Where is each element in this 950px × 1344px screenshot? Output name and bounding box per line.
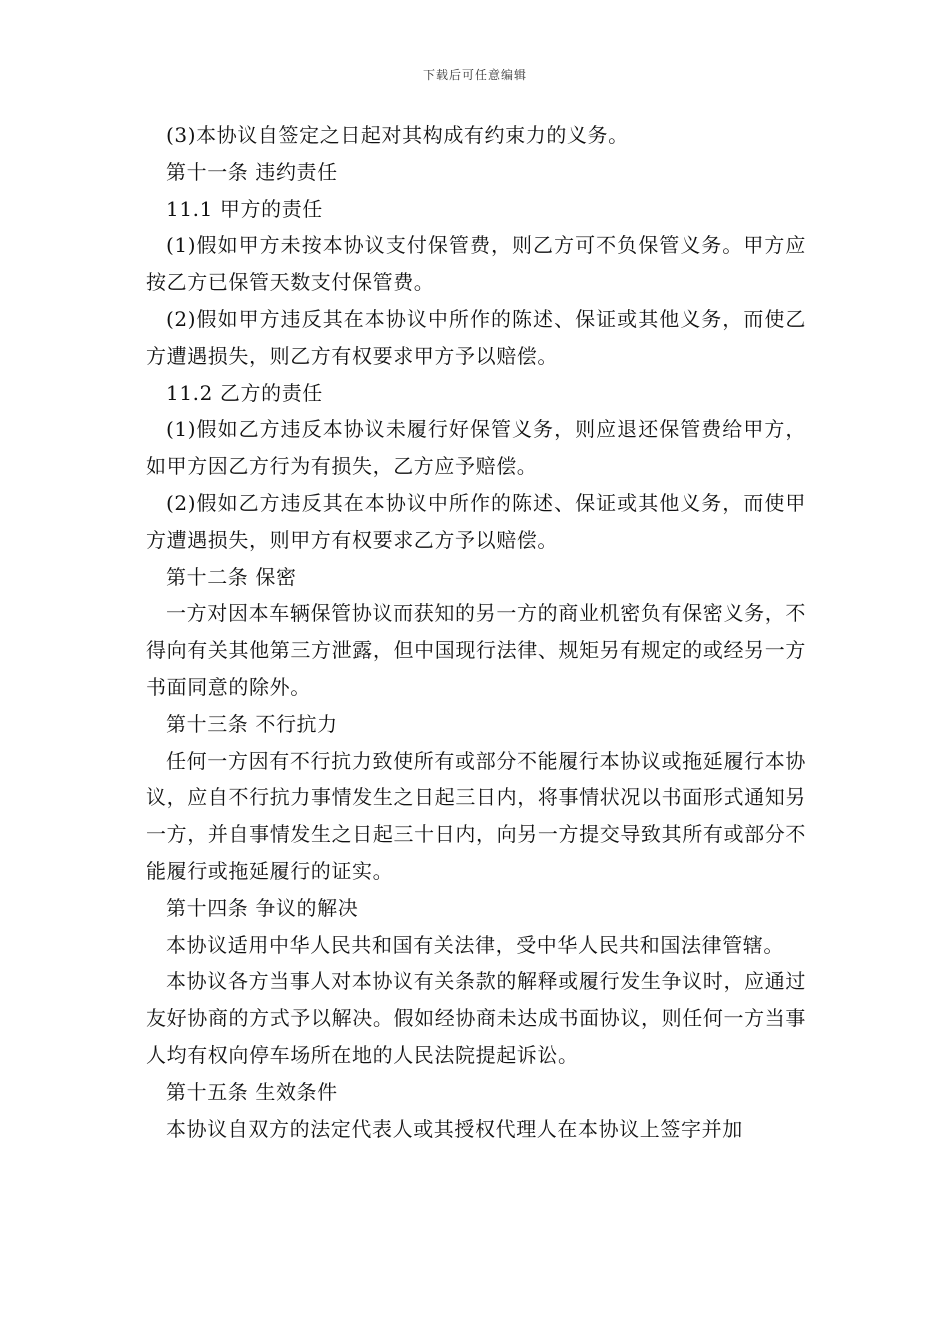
article-13-heading: 第十三条 不行抗力 bbox=[166, 711, 338, 736]
paragraph-force-majeure: 任何一方因有不行抗力致使所有或部分不能履行本协议或拖延履行本协议，应自不行抗力事情发生之日起三日内，将事情状况以书面形式通知另一方，并自事情发生之日起三十日内，向另一方提交导致其所有或部分不能履行或拖延履行的证实。 bbox=[146, 748, 806, 883]
paragraph-11-1-1: (1)假如甲方未按本协议支付保管费，则乙方可不负保管义务。甲方应按乙方已保管天数支付保管费。 bbox=[146, 233, 806, 295]
paragraph-11-1-2: (2)假如甲方违反其在本协议中所作的陈述、保证或其他义务，而使乙方遭遇损失，则乙方有权要求甲方予以赔偿。 bbox=[146, 306, 806, 368]
page-header: 下载后可任意编辑 bbox=[422, 68, 527, 82]
article-11-heading: 第十一条 违约责任 bbox=[166, 159, 338, 184]
article-14-heading: 第十四条 争议的解决 bbox=[166, 895, 359, 920]
section-11-2-heading: 11.2 乙方的责任 bbox=[166, 380, 323, 405]
paragraph-obligation-3: (3)本协议自签定之日起对其构成有约束力的义务。 bbox=[166, 123, 629, 147]
article-15-heading: 第十五条 生效条件 bbox=[166, 1079, 338, 1104]
paragraph-effective-conditions: 本协议自双方的法定代表人或其授权代理人在本协议上签字并加 bbox=[166, 1116, 743, 1141]
paragraph-11-2-2: (2)假如乙方违反其在本协议中所作的陈述、保证或其他义务，而使甲方遭遇损失，则甲方有权要求乙方予以赔偿。 bbox=[146, 490, 806, 552]
article-12-heading: 第十二条 保密 bbox=[166, 564, 297, 589]
paragraph-11-2-1: (1)假如乙方违反本协议未履行好保管义务，则应退还保管费给甲方，如甲方因乙方行为有损失，乙方应予赔偿。 bbox=[146, 417, 806, 479]
section-11-1-heading: 11.1 甲方的责任 bbox=[166, 196, 323, 221]
paragraph-governing-law: 本协议适用中华人民共和国有关法律，受中华人民共和国法律管辖。 bbox=[166, 932, 784, 957]
document-body bbox=[146, 117, 806, 1147]
paragraph-dispute-resolution: 本协议各方当事人对本协议有关条款的解释或履行发生争议时，应通过友好协商的方式予以解决。假如经协商未达成书面协议，则任何一方当事人均有权向停车场所在地的人民法院提起诉讼。 bbox=[146, 969, 806, 1067]
paragraph-confidentiality: 一方对因本车辆保管协议而获知的另一方的商业机密负有保密义务，不得向有关其他第三方泄露，但中国现行法律、规矩另有规定的或经另一方书面同意的除外。 bbox=[146, 601, 806, 699]
